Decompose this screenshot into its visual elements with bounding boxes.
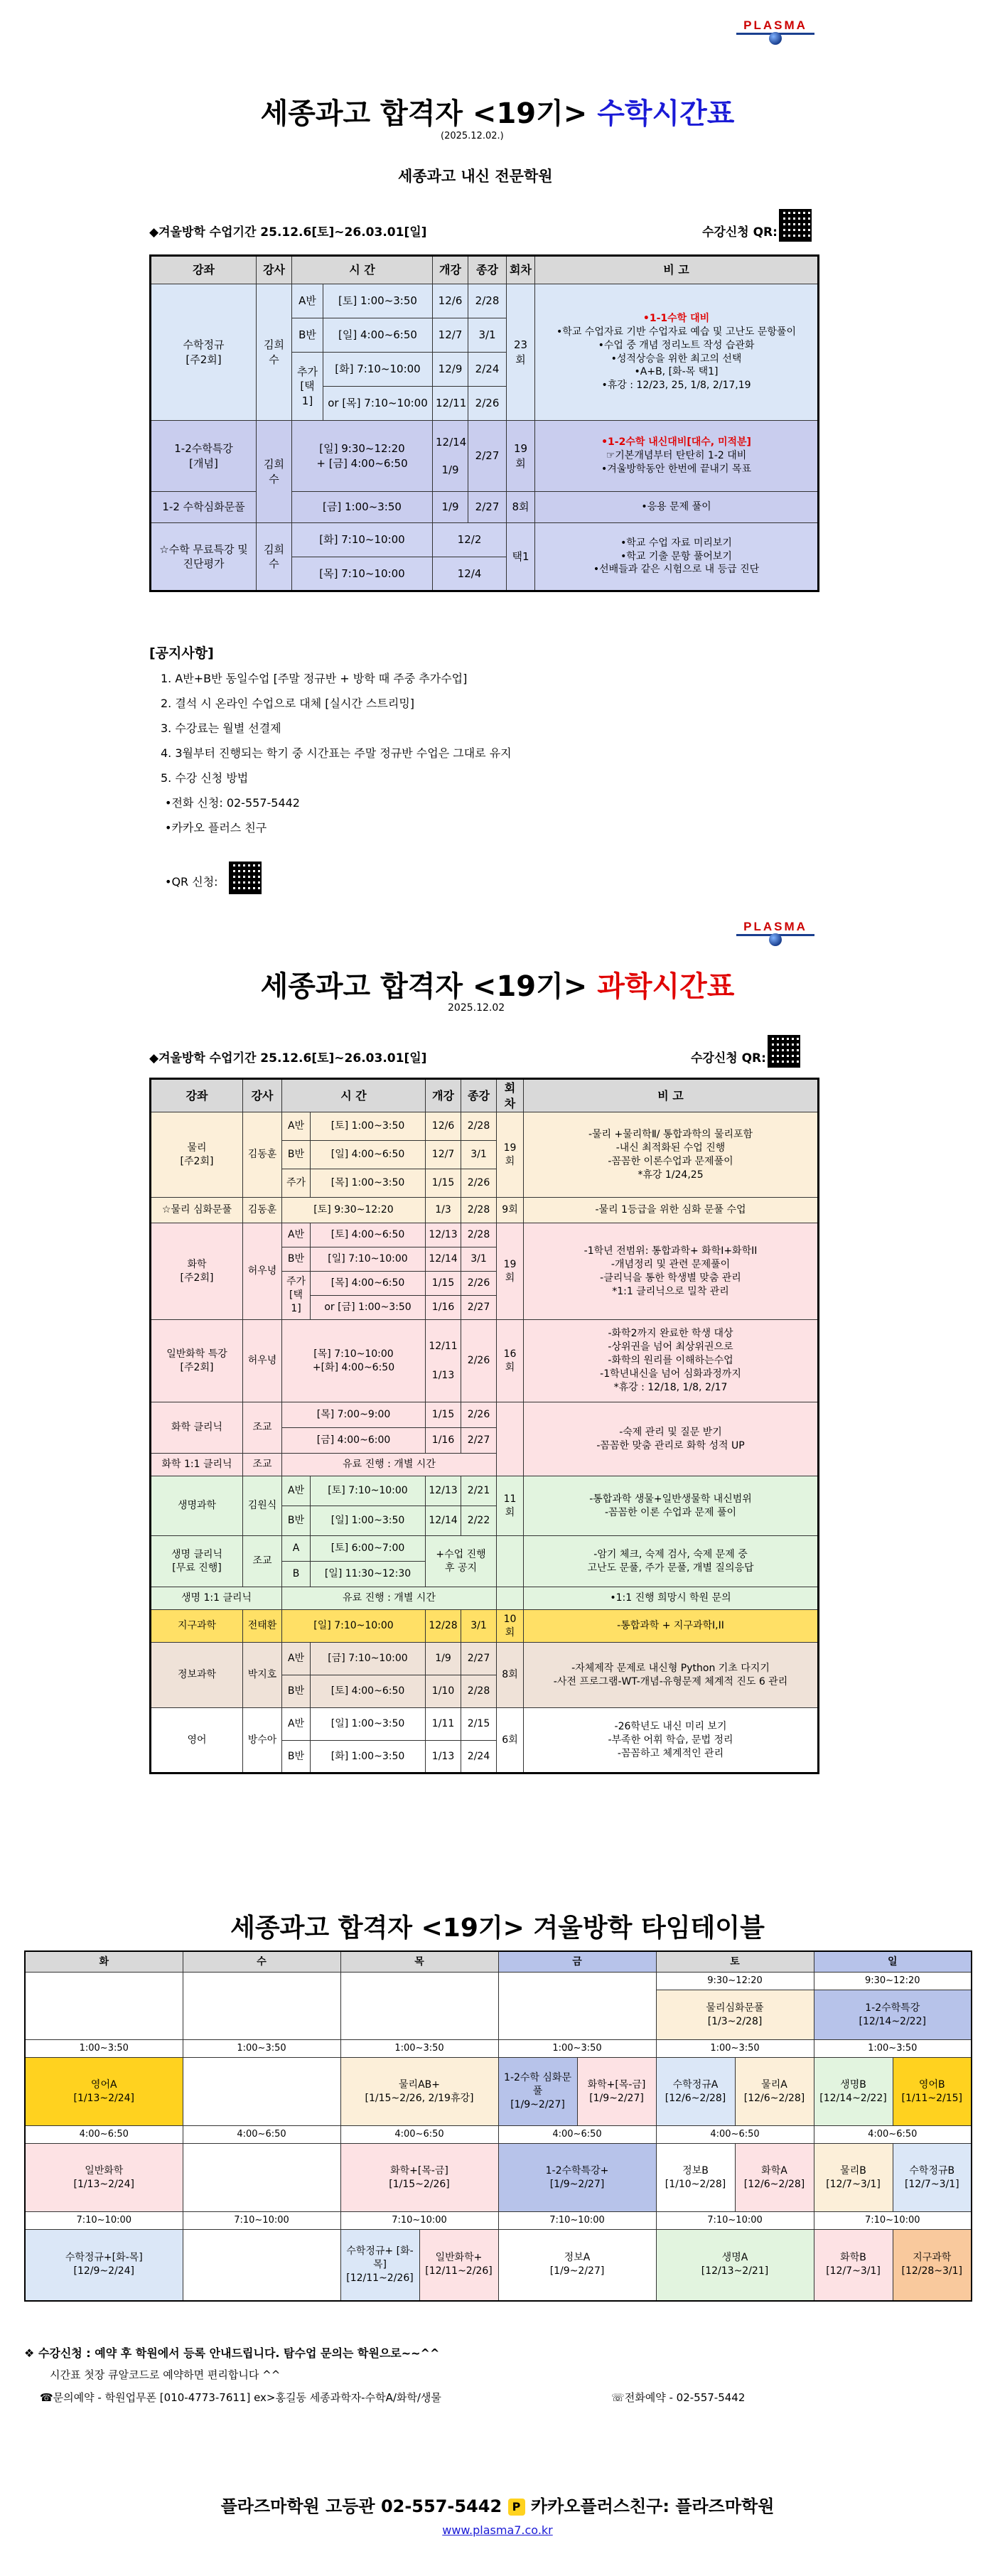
globe-icon [769,933,782,946]
weekly-title: 세종과고 합격자 <19기> 겨울방학 타임테이블 [230,1914,765,1943]
footer-line-4: ☏전화예약 - 02-557-5442 [611,2391,746,2404]
sci-date: 2025.12.02 [448,1002,505,1014]
sci-period: ◆겨울방학 수업기간 25.12.6[토]~26.03.01[일] [149,1051,427,1066]
footer-academy: 플라즈마학원 고등관 02-557-5442 P 카카오플러스친구: 플라즈마학원 [220,2496,775,2516]
course-chemistry: 화학 [주2회] [151,1223,243,1320]
course-english: 영어 [151,1708,243,1773]
sci-qr-label: 수강신청 QR: [691,1051,766,1066]
math-special-notes: •1-2수학 내신대비[대수, 미적분] ☞기본개념부터 탄탄히 1-2 대비 •겨울방학동안 한번에 끝내기 목표 [535,421,819,492]
footer-line-3: ☎문의예약 - 학원업무폰 [010-4773-7611] ex>홍길동 세종과학자-수학A/화학/생물 [40,2391,441,2404]
footer-website-link[interactable]: www.plasma7.co.kr [442,2523,553,2537]
globe-icon [769,32,782,45]
sci-page-title: 세종과고 합격자 <19기> 과학시간표 [260,970,735,1003]
math-qr-label: 수강신청 QR: [702,225,778,240]
course-math-regular: 수학정규 [주2회] [151,284,257,421]
plasma-logo [736,16,814,47]
notice-section: [공지사항] 1. A반+B반 동일수업 [주말 정규반 + 방학 때 주중 추가수업] 2. 결석 시 온라인 수업으로 대체 [실시간 스트리밍] 3. 수강료는 월별 선결제 4. 3월부터 진행되는 학기 중 시간표는 주말 정규반 수업은 그대로 유지 5. 수강 신청 방법 •전화 신청: 02-557-5442 •카카오 플러스 친구 [149,645,512,834]
course-math-free: ☆수학 무료특강 및 진단평가 [151,523,257,591]
math-academy: 세종과고 내신 전문학원 [398,168,553,185]
notice-qr-code[interactable] [229,862,262,894]
math-timetable: 강좌 강사 시 간 개강 종강 회차 비 고 수학정규 [주2회] 김희수 A반 [토] 1:00~3:50 12/6 2/28 23회 •1-1수학 대비 •학교 수업자료 기반 수업자료 예습 및 고난도 문항풀이 •수업 중 개념 정리노트 작성 습관화 •성적상승을 위한 최고의 선택 •A+B, [화-목 택1] •휴강 : 12/23, 25, 1/8, 2/17,19 B반 [일] 4:00~6:50 12/7 3/1 추가[택1] [화] 7:10~10:00 12/9 2/24 or [목] 7:10~10:00 12/11 2/26 1-2수학특강 [개념] 김희수 [일] 9:30~12:20 + [금] 4:00~6:50 12/14 1/9 2/27 19회 •1-2수학 내신대비[대수, 미적분] ☞기본개념부터 탄탄히 1-2 대비 •겨울방학동안 한번에 끝내기 목표 1-2 수학심화문풀 [금] 1:00~3:50 1/9 2/27 8회 •응용 문제 풀이 ☆수학 무료특강 및 진단평가 김희수 [화] 7:10~10:00 12/2 택1 •학교 수업 자료 미리보기 •학교 기출 문항 풀어보기 •선배들과 같은 시험으로 내 등급 진단 [목] 7:10~10:00 12/4 [149,254,819,592]
course-earth-science: 지구과학 [151,1610,243,1643]
math-qr-code[interactable] [779,209,812,242]
course-math-special: 1-2수학특강 [개념] [151,421,257,492]
footer-line-1: ❖ 수강신청 : 예약 후 학원에서 등록 안내드립니다. 탐수업 문의는 학원으로~~^^ [24,2346,440,2360]
notice-qr-label: •QR 신청: [165,875,218,889]
weekly-timetable: 화 수 목 금 토 일 9:30~12:20 9:30~12:20 물리심화문풀 [1/3~2/28] 1-2수학특강 [12/14~2/22] 1:00~3:50 1:00~3:50 1:00~3:50 1:00~3:50 1:00~3:50 1:00~3:50 영어A [1/13~2/24] 물리AB+ [1/15~2/26, 2/19휴강] 1-2수학 심화문풀 [1/9~2/27] 화학+[목-금] [1/9~2/27] 수학정규A [12/6~2/28] 물리A [12/6~2/28] 생명B [12/14~2/22] 영어B [1/11~2/15] 4:00~6:50 4:00~6:50 4:00~6:50 4:00~6:50 4:00~6:50 4:00~6:50 일반화학 [1/13~2/24] 화학+[목-금] [1/15~2/26] 1-2수학특강+ [1/9~2/27] 정보B [1/10~2/28] 화학A [12/6~2/28] 물리B [12/7~3/1] 수학정규B [12/7~3/1] 7:10~10:00 7:10~10:00 7:10~10:00 7:10~10:00 7:10~10:00 7:10~10:00 수학정규+[화-목] [12/9~2/24] 수학정규+ [화-목] [12/11~2/26] 일반화학+ [12/11~2/26] 정보A [1/9~2/27] 생명A [12/13~2/21] 화학B [12/7~3/1] 지구과학 [12/28~3/1] [24,1950,972,2302]
course-biology: 생명과학 [151,1476,243,1536]
plasma-logo-2: PLASMA [736,917,814,948]
math-date: (2025.12.02.) [441,131,504,141]
sci-qr-code[interactable] [768,1035,800,1068]
plasma-logo-text: PLASMA [736,18,814,35]
math-period: ◆겨울방학 수업기간 25.12.6[토]~26.03.01[일] [149,225,427,240]
course-physics: 물리 [주2회] [151,1112,243,1198]
math-page-title: 세종과고 합격자 <19기> 수학시간표 [260,97,735,130]
sci-timetable: 강좌 강사 시 간 개강 종강 회차 비 고 물리 [주2회] 김동훈 A반 [토] 1:00~3:50 12/6 2/28 19회 -물리 +물리학Ⅱ/ 통합과학의 물리포함 -내신 최적화된 수업 진행 -꼼꼼한 이론수업과 문제풀이 *휴강 1/24,25 B반 [일] 4:00~6:50 12/7 3/1 주가 [목] 1:00~3:50 1/15 2/26 ☆물리 심화문풀 김동훈 [토] 9:30~12:20 1/3 2/28 9회 -물리 1등급을 위한 심화 문풀 수업 화학 [주2회] 허우녕 A반 [토] 4:00~6:50 12/13 2/28 19회 -1학년 전범위: 통합과학+ 화학I+화학II -개념정리 및 관련 문제풀이 -클리닉을 통한 학생별 맞춤 관리 *1:1 클리닉으로 밀착 관리 B반 [일] 7:10~10:00 12/14 3/1 주가[택1] [목] 4:00~6:50 1/15 2/26 or [금] 1:00~3:50 1/16 2/27 일반화학 특강 [주2회] 허우녕 [목] 7:10~10:00 +[화] 4:00~6:50 12/11 1/13 2/26 16회 -화학2까지 완료한 학생 대상 -상위권을 넘어 최상위권으로 -화학의 원리를 이해하는수업 -1학년내신을 넘어 심화과정까지 *휴강 : 12/18, 1/8, 2/17 화학 클리닉 조교 [목] 7:00~9:00 1/15 2/26 -숙제 관리 및 질문 받기 -꼼꼼한 맞춤 관리로 화학 성적 UP [금] 4:00~6:00 1/16 2/27 화학 1:1 클리닉 조교 유료 진행 : 개별 시간 생명과학 김원식 A반 [토] 7:10~10:00 12/13 2/21 11회 -통합과학 생물+일반생물학 내신범위 -꼼꼼한 이론 수업과 문제 풀이 B반 [일] 1:00~3:50 12/14 2/22 생명 클리닉 [무료 진행] 조교 A [토] 6:00~7:00 +수업 진행 후 공지 -암기 체크, 숙제 검사, 숙제 문제 중 고난도 문풀, 주가 문풀, 개별 질의응답 B [일] 11:30~12:30 생명 1:1 클리닉 유료 진행 : 개별 시간 •1:1 진행 희망시 학원 문의 지구과학 전태환 [일] 7:10~10:00 12/28 3/1 10회 -통합과학 + 지구과학I,II 정보과학 박지호 A반 [금] 7:10~10:00 1/9 2/27 8회 -자체제작 문제로 내신형 Python 기초 다지기 -사전 프로그램-WT-개념-유형문제 체계적 진도 6 관리 B반 [토] 4:00~6:50 1/10 2/28 영어 방수아 A반 [일] 1:00~3:50 1/11 2/15 6회 -26학년도 내신 미리 보기 -부족한 어휘 학습, 문법 정리 -꼼꼼하고 체계적인 관리 B반 [화] 1:00~3:50 1/13 2/24 [149,1078,819,1774]
course-general-chemistry: 일반화학 특강 [주2회] [151,1320,243,1402]
math-regular-notes: •1-1수학 대비 •학교 수업자료 기반 수업자료 예습 및 고난도 문항풀이 •수업 중 개념 정리노트 작성 습관화 •성적상승을 위한 최고의 선택 •A+B, [화-목 택1] •휴강 : 12/23, 25, 1/8, 2/17,19 [535,284,819,421]
course-information-science: 정보과학 [151,1643,243,1708]
footer-line-2: 시간표 첫장 큐알코드로 예약하면 편리합니다 ^^ [50,2368,281,2381]
kakao-icon: P [508,2499,525,2516]
